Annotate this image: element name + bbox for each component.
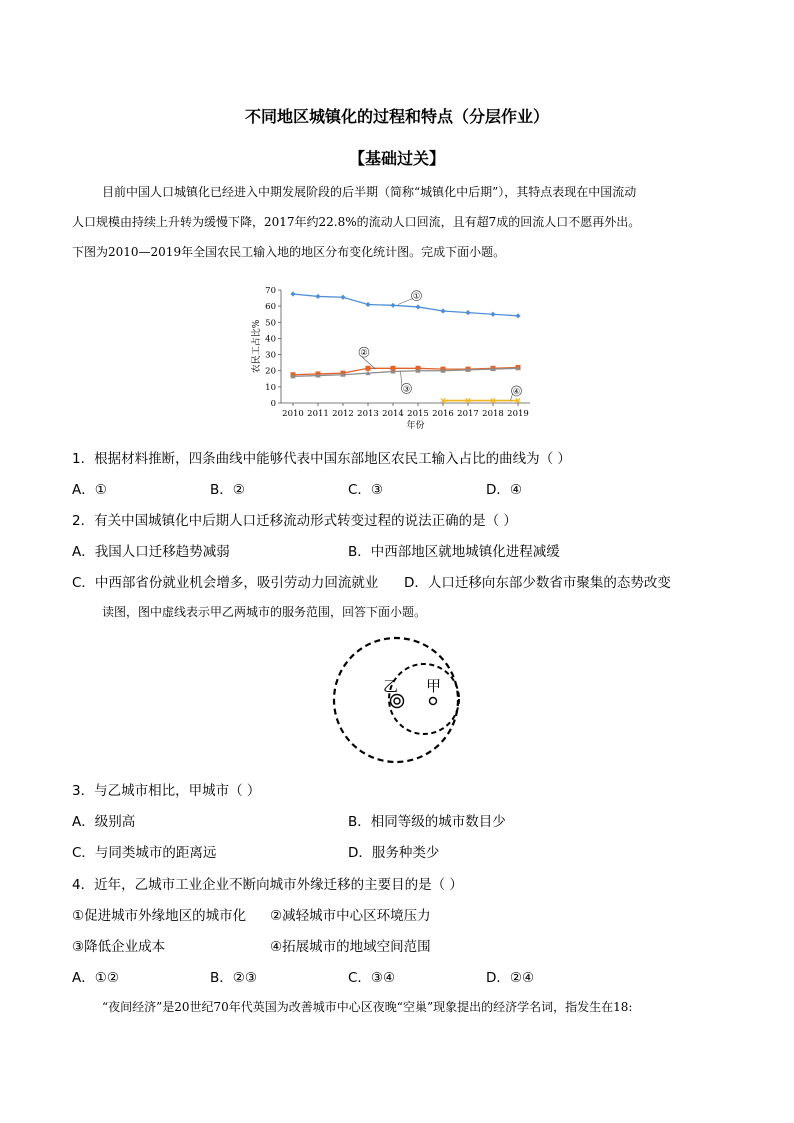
series-point [340, 295, 345, 300]
q3-option-a[interactable]: A．级别高 [72, 814, 136, 830]
series-point [366, 366, 371, 371]
x-tick-label: 2012 [332, 409, 354, 419]
q4-option-d[interactable]: D．②④ [486, 970, 535, 986]
q4-option-b[interactable]: B．②③ [210, 970, 257, 986]
x-tick-label: 2019 [507, 409, 529, 419]
x-tick-label: 2013 [357, 409, 379, 419]
city-yi-inner-ring [394, 698, 400, 704]
q4-item-3: ③降低企业成本 [72, 939, 166, 955]
intro-line-3: 下图为2010—2019年全国农民工输入地的地区分布变化统计图。完成下面小题。 [72, 245, 506, 259]
city-yi-outer-ring [391, 695, 404, 708]
series-point [415, 304, 420, 309]
x-tick-label: 2016 [432, 409, 454, 419]
y-tick-label: 40 [265, 334, 276, 345]
q4-option-c[interactable]: C．③④ [348, 970, 396, 986]
series-point [465, 310, 470, 315]
line-chart [248, 280, 548, 430]
series-label: ① [412, 291, 421, 301]
q4-item-4: ④拓展城市的地域空间范围 [270, 939, 431, 955]
q3-option-c[interactable]: C．与同类城市的距离远 [72, 845, 217, 861]
city-jia-label: 甲 [426, 677, 442, 695]
x-tick-label: 2018 [482, 409, 504, 419]
city-yi-service-range [334, 638, 458, 762]
map-intro: 读图，图中虚线表示甲乙两城市的服务范围，回答下面小题。 [102, 605, 427, 619]
intro-line-2: 人口规模由持续上升转为缓慢下降，2017年约22.8%的流动人口回流，且有超7成的回流人口不愿再外出。 [72, 215, 641, 229]
q2-option-d[interactable]: D．人口迁移向东部少数省市聚集的态势改变 [404, 575, 671, 591]
q2-option-b[interactable]: B．中西部地区就地城镇化进程减缓 [348, 544, 560, 560]
y-tick-label: 10 [265, 382, 276, 393]
series-point [515, 313, 520, 318]
q1-option-b[interactable]: B．② [210, 482, 245, 498]
series-line [293, 291, 518, 316]
x-tick-label: 2017 [457, 409, 479, 419]
question-3: 3．与乙城市相比，甲城市（ ） [72, 783, 261, 799]
intro-line-1: 目前中国人口城镇化已经进入中期发展阶段的后半期（简称“城镇化中后期”），其特点表现在中国流动 [102, 185, 637, 199]
series-label: ④ [512, 386, 521, 396]
y-tick-label: 70 [265, 286, 276, 296]
series-label: ② [360, 348, 368, 358]
x-tick-label: 2015 [407, 409, 429, 419]
city-yi-label: 乙 [383, 677, 399, 695]
series-point [440, 308, 445, 313]
x-axis-title: 年份 [406, 421, 425, 430]
question-2: 2．有关中国城镇化中后期人口迁移流动形式转变过程的说法正确的是（ ） [72, 513, 517, 529]
question-4: 4．近年，乙城市工业企业不断向城市外缘迁移的主要目的是（ ） [72, 877, 463, 893]
series-point [315, 294, 320, 299]
q1-option-d[interactable]: D．④ [486, 482, 522, 498]
q3-option-d[interactable]: D．服务种类少 [348, 845, 440, 861]
question-1: 1．根据材料推断，四条曲线中能够代表中国东部地区农民工输入占比的曲线为（ ） [72, 451, 571, 467]
q2-option-a[interactable]: A．我国人口迁移趋势减弱 [72, 544, 230, 560]
x-tick-label: 2011 [307, 409, 329, 419]
series-point [290, 291, 295, 296]
q4-option-a[interactable]: A．①② [72, 970, 119, 986]
x-tick-label: 2010 [282, 409, 304, 419]
series-line [293, 368, 518, 376]
y-axis-title: 农民工占比% [252, 319, 262, 374]
y-tick-label: 30 [265, 350, 276, 361]
q1-option-a[interactable]: A．① [72, 482, 107, 498]
y-tick-label: 0 [270, 399, 276, 409]
q1-option-c[interactable]: C．③ [348, 482, 384, 498]
q4-item-1: ①促进城市外缘地区的城市化 [72, 908, 247, 924]
service-range-diagram [320, 630, 470, 770]
x-tick-label: 2014 [382, 409, 404, 419]
section-heading: 【基础过关】 [348, 149, 445, 168]
passage-tail: “夜间经济”是20世纪70年代英国为改善城市中心区夜晚“空巢”现象提出的经济学名词，指发生在18: [102, 1000, 633, 1014]
q2-option-c[interactable]: C．中西部省份就业机会增多，吸引劳动力回流就业 [72, 575, 379, 591]
q3-option-b[interactable]: B．相同等级的城市数目少 [348, 814, 506, 830]
series-label: ③ [402, 384, 411, 394]
y-tick-label: 60 [265, 302, 276, 313]
page-title: 不同地区城镇化的过程和特点（分层作业） [244, 107, 549, 126]
series-point [365, 302, 370, 307]
callout-leader [398, 299, 413, 305]
y-tick-label: 50 [265, 318, 276, 329]
series-point [490, 312, 495, 317]
series-point [390, 303, 395, 308]
city-jia-marker [430, 698, 437, 705]
y-tick-label: 20 [265, 366, 276, 377]
q4-item-2: ②减轻城市中心区环境压力 [270, 908, 431, 924]
